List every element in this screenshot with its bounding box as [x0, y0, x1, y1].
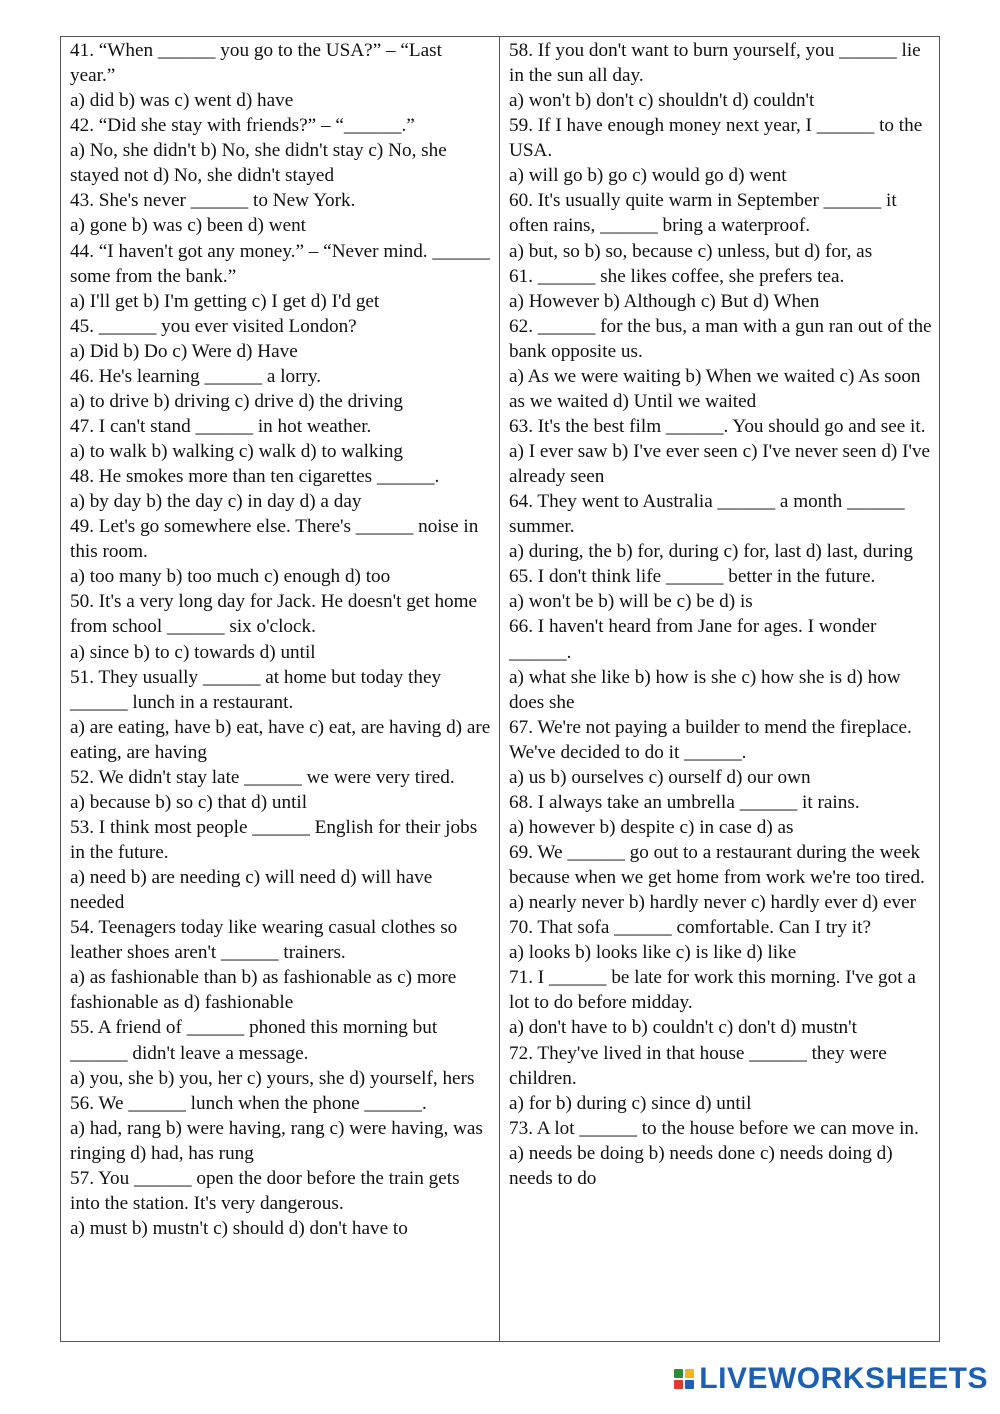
answer-options: a) since b) to c) towards d) until [70, 641, 316, 663]
question-item [70, 1166, 491, 1241]
question-text: 41. “When ______ you go to the USA?” – “Last year.” [70, 40, 442, 87]
answer-options: a) will go b) go c) would go d) went [509, 165, 787, 187]
answer-options: a) need b) are needing c) will need d) will have needed [70, 867, 433, 914]
question-text: 60. It's usually quite warm in September ______ it often rains, ______ bring a waterproof. [509, 190, 897, 237]
question-text: 63. It's the best film ______. You should go and see it. [509, 415, 926, 437]
question-item [70, 514, 491, 589]
answer-options: a) by day b) the day c) in day d) a day [70, 491, 362, 513]
question-text: 64. They went to Australia ______ a month ______ summer. [509, 491, 905, 538]
question-item [509, 489, 935, 564]
question-text: 53. I think most people ______ English for their jobs in the future. [70, 816, 478, 863]
question-item [70, 239, 491, 314]
logo-squares-icon [674, 1369, 694, 1389]
question-item [509, 264, 935, 314]
answer-options: a) Did b) Do c) Were d) Have [70, 340, 298, 362]
answer-options: a) during, the b) for, during c) for, last d) last, during [509, 541, 913, 563]
answer-options: a) looks b) looks like c) is like d) like [509, 942, 797, 964]
left-column [61, 37, 500, 1341]
answer-options: a) to walk b) walking c) walk d) to walking [70, 441, 404, 462]
question-text: 66. I haven't heard from Jane for ages. I wonder ______. [509, 616, 877, 663]
answer-options: a) too many b) too much c) enough d) too [70, 566, 391, 588]
answer-options: a) did b) was c) went d) have [70, 90, 294, 112]
question-text: 46. He's learning ______ a lorry. [70, 365, 322, 387]
question-item [70, 915, 491, 1015]
question-item [70, 364, 491, 414]
question-text: 50. It's a very long day for Jack. He doesn't get home from school ______ six o'clock. [70, 591, 478, 638]
question-text: 71. I ______ be late for work this morning. I've got a lot to do before midday. [509, 967, 916, 1014]
answer-options: a) because b) so c) that d) until [70, 791, 308, 813]
question-text: 72. They've lived in that house ______ they were children. [509, 1042, 887, 1089]
question-item [70, 188, 491, 238]
question-item [509, 414, 935, 489]
question-text: 56. We ______ lunch when the phone ______. [70, 1092, 427, 1114]
question-text: 58. If you don't want to burn yourself, you ______ lie in the sun all day. [509, 40, 921, 87]
question-text: 47. I can't stand ______ in hot weather. [70, 415, 372, 437]
question-text: 65. I don't think life ______ better in the future. [509, 566, 876, 588]
question-text: 57. You ______ open the door before the train gets into the station. It's very dangerous. [70, 1167, 460, 1214]
question-item [70, 1091, 491, 1166]
answer-options: a) as fashionable than b) as fashionable as c) more fashionable as d) fashionable [70, 967, 457, 1014]
question-item [70, 414, 491, 464]
answer-options: a) are eating, have b) eat, have c) eat, are having d) are eating, are having [70, 716, 491, 763]
question-item [509, 790, 935, 840]
question-text: 45. ______ you ever visited London? [70, 315, 357, 337]
brand-text: LIVEWORKSHEETS [699, 1362, 988, 1395]
question-text: 68. I always take an umbrella ______ it rains. [509, 791, 860, 813]
answer-options: a) what she like b) how is she c) how she is d) how does she [509, 666, 901, 713]
answer-options: a) however b) despite c) in case d) as [509, 816, 794, 838]
question-item [70, 765, 491, 815]
answer-options: a) However b) Although c) But d) When [509, 290, 820, 312]
answer-options: a) to drive b) driving c) drive d) the driving [70, 390, 404, 412]
question-text: 42. “Did she stay with friends?” – “______.” [70, 115, 415, 137]
question-text: 67. We're not paying a builder to mend the fireplace. We've decided to do it ______. [509, 716, 912, 763]
question-item [509, 314, 935, 414]
liveworksheets-logo [674, 1362, 988, 1396]
question-item [509, 915, 935, 965]
question-text: 48. He smokes more than ten cigarettes ______. [70, 466, 440, 488]
question-item [509, 715, 935, 790]
question-item [70, 815, 491, 915]
answer-options: a) won't be b) will be c) be d) is [509, 591, 753, 613]
answer-options: a) you, she b) you, her c) yours, she d) yourself, hers [70, 1067, 475, 1089]
question-text: 70. That sofa ______ comfortable. Can I try it? [509, 917, 871, 939]
answer-options: a) don't have to b) couldn't c) don't d) mustn't [509, 1017, 857, 1039]
question-item [509, 188, 935, 263]
question-item [509, 840, 935, 915]
question-item [70, 589, 491, 664]
answer-options: a) won't b) don't c) shouldn't d) couldn't [509, 90, 815, 112]
answer-options: a) us b) ourselves c) ourself d) our own [509, 766, 811, 788]
question-item [70, 665, 491, 765]
answer-options: a) needs be doing b) needs done c) needs doing d) needs to do [509, 1142, 893, 1189]
question-item [509, 38, 935, 113]
answer-options: a) must b) mustn't c) should d) don't have to [70, 1217, 408, 1239]
question-text: 49. Let's go somewhere else. There's ______ noise in this room. [70, 516, 479, 563]
answer-options: a) gone b) was c) been d) went [70, 215, 307, 237]
question-item [70, 1015, 491, 1090]
question-item [70, 113, 491, 188]
question-text: 55. A friend of ______ phoned this morning but ______ didn't leave a message. [70, 1017, 438, 1064]
question-item [509, 1116, 935, 1191]
question-item [509, 564, 935, 614]
question-item [509, 965, 935, 1040]
question-item [70, 38, 491, 113]
answer-options: a) nearly never b) hardly never c) hardly ever d) ever [509, 892, 916, 914]
answer-options: a) for b) during c) since d) until [509, 1092, 752, 1114]
answer-options: a) but, so b) so, because c) unless, but d) for, as [509, 240, 873, 262]
question-text: 59. If I have enough money next year, I ______ to the USA. [509, 115, 923, 162]
question-item [509, 614, 935, 714]
right-column [500, 37, 939, 1341]
question-text: 73. A lot ______ to the house before we can move in. [509, 1117, 919, 1139]
answer-options: a) had, rang b) were having, rang c) were having, was ringing d) had, has rung [70, 1117, 483, 1164]
question-text: 62. ______ for the bus, a man with a gun ran out of the bank opposite us. [509, 315, 932, 362]
question-text: 44. “I haven't got any money.” – “Never mind. ______ some from the bank.” [70, 240, 490, 287]
question-item [70, 314, 491, 364]
question-text: 43. She's never ______ to New York. [70, 190, 356, 212]
question-text: 69. We ______ go out to a restaurant during the week because when we get home from work we're too tired. [509, 842, 925, 889]
question-text: 51. They usually ______ at home but today they ______ lunch in a restaurant. [70, 666, 442, 713]
question-item [509, 1041, 935, 1116]
worksheet-table [60, 36, 940, 1342]
question-text: 61. ______ she likes coffee, she prefers tea. [509, 265, 845, 287]
answer-options: a) I ever saw b) I've ever seen c) I've never seen d) I've already seen [509, 441, 931, 488]
question-item [70, 464, 491, 514]
answer-options: a) As we were waiting b) When we waited c) As soon as we waited d) Until we waited [509, 365, 921, 412]
question-item [509, 113, 935, 188]
answer-options: a) No, she didn't b) No, she didn't stay c) No, she stayed not d) No, she didn't stayed [70, 140, 447, 187]
answer-options: a) I'll get b) I'm getting c) I get d) I'd get [70, 290, 380, 312]
question-text: 54. Teenagers today like wearing casual clothes so leather shoes aren't ______ trainers. [70, 917, 458, 964]
question-text: 52. We didn't stay late ______ we were very tired. [70, 766, 455, 788]
